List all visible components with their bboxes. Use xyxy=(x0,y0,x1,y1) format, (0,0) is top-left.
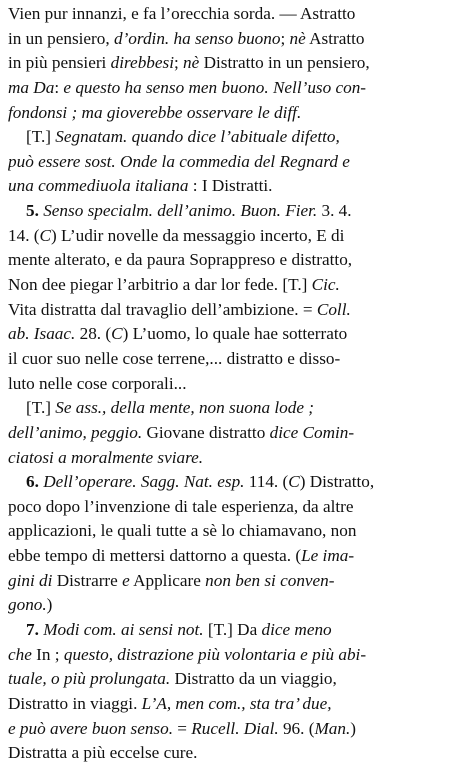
text-run: luto nelle cose corporali... xyxy=(8,373,187,393)
text-run: ) Distratto, xyxy=(299,472,375,492)
italic-run: C xyxy=(288,472,300,492)
text-line xyxy=(8,372,462,397)
text-line xyxy=(8,741,462,766)
text-run: ) xyxy=(46,595,53,615)
italic-run: Segnatam. quando dice l’abituale difetto, xyxy=(55,127,340,147)
text-run: 114. ( xyxy=(244,472,289,492)
italic-run: dice meno xyxy=(261,620,332,640)
text-line xyxy=(8,519,462,544)
text-run: Non dee piegar l’arbitrio a dar lor fede. [T.] xyxy=(8,275,312,295)
text-run: applicazioni, le quali tutte a sè lo chiamavano, non xyxy=(8,521,357,541)
text-line xyxy=(8,618,462,643)
text-line xyxy=(8,593,462,618)
text-line xyxy=(8,51,462,76)
section-number: 7. xyxy=(26,620,44,640)
text-line xyxy=(8,569,462,594)
text-run: poco dopo l’invenzione di tale esperienza, da altre xyxy=(8,496,354,516)
italic-run: C xyxy=(39,225,51,245)
text-line xyxy=(8,27,462,52)
italic-run: fondonsi ; ma gioverebbe osservare le diff. xyxy=(8,102,302,122)
italic-run: Se ass., della mente, non suona lode ; xyxy=(55,398,314,418)
italic-run: tuale, o più prolungata. xyxy=(8,669,171,689)
text-run: ) xyxy=(350,718,357,738)
italic-run: C xyxy=(111,324,123,344)
text-run: ; xyxy=(280,28,290,48)
text-line xyxy=(8,248,462,273)
text-run: il cuor suo nelle cose terrene,... distratto e disso- xyxy=(8,348,341,368)
italic-run: nè xyxy=(289,28,306,48)
text-line xyxy=(8,2,462,27)
italic-run: non ben si conven- xyxy=(205,570,335,590)
text-line xyxy=(8,322,462,347)
text-run: in più pensieri xyxy=(8,53,111,73)
text-line xyxy=(8,224,462,249)
text-run: 3. 4. xyxy=(317,201,352,221)
text-line xyxy=(8,150,462,175)
text-run: 96. ( xyxy=(278,718,315,738)
entry-text xyxy=(8,2,462,766)
text-run: Applicare xyxy=(129,570,206,590)
text-run: [T.] xyxy=(26,127,56,147)
text-run: : I Distratti. xyxy=(188,176,273,196)
italic-run: dell’animo, peggio. xyxy=(8,422,143,442)
text-line xyxy=(8,495,462,520)
italic-run: Modi com. ai sensi not. xyxy=(43,620,204,640)
italic-run: Cic. xyxy=(311,275,340,295)
text-run: [T.] Da xyxy=(203,620,262,640)
text-run: Distrarre xyxy=(52,570,123,590)
italic-run: ma Da xyxy=(8,77,55,97)
italic-run: una commediuola italiana xyxy=(8,176,189,196)
section-number: 5. xyxy=(26,201,44,221)
italic-run: dice Comin- xyxy=(269,422,355,442)
section-number: 6. xyxy=(26,472,44,492)
italic-run: d’ordin. ha senso buono xyxy=(113,28,281,48)
italic-run: gono. xyxy=(8,595,47,615)
text-line xyxy=(8,667,462,692)
italic-run: nè xyxy=(183,53,200,73)
text-run: 14. ( xyxy=(8,225,40,245)
italic-run: Dell’operare. Sagg. Nat. esp. xyxy=(43,472,245,492)
text-run: Vien pur innanzi, e fa l’orecchia sorda. — Astratto xyxy=(8,4,356,23)
italic-run: L’A, men com., sta tra’ due, xyxy=(141,693,332,713)
text-line xyxy=(8,544,462,569)
text-line xyxy=(8,643,462,668)
text-line xyxy=(8,396,462,421)
text-run: mente alterato, e da paura Soprappreso e distratto, xyxy=(8,250,353,270)
text-line xyxy=(8,470,462,495)
text-line xyxy=(8,125,462,150)
text-line xyxy=(8,273,462,298)
italic-run: e questo ha senso men buono. Nell’uso con- xyxy=(63,77,367,97)
italic-run: Man. xyxy=(314,718,351,738)
italic-run: ab. Isaac. xyxy=(8,324,76,344)
italic-run: che xyxy=(8,644,32,664)
text-run: ) L’udir novelle da messaggio incerto, E di xyxy=(50,225,345,245)
text-run: Distratto in viaggi. xyxy=(8,693,142,713)
text-line xyxy=(8,347,462,372)
text-run: Giovane distratto xyxy=(142,422,270,442)
text-run: 28. ( xyxy=(75,324,112,344)
text-line xyxy=(8,101,462,126)
text-run: Distratta a più eccelse cure. xyxy=(8,743,198,763)
text-run: [T.] xyxy=(26,398,56,418)
text-line xyxy=(8,421,462,446)
italic-run: Coll. xyxy=(316,299,351,319)
text-line xyxy=(8,174,462,199)
text-run: : xyxy=(54,77,64,97)
text-line xyxy=(8,76,462,101)
text-line xyxy=(8,199,462,224)
italic-run: Rucell. Dial. xyxy=(191,718,279,738)
text-run: in un pensiero, xyxy=(8,28,114,48)
text-line xyxy=(8,298,462,323)
text-run: Vita distratta dal travaglio dell’ambizione. = xyxy=(8,299,317,319)
italic-run: questo, distrazione più volontaria e più abi- xyxy=(63,644,367,664)
italic-run: Le ima- xyxy=(301,546,355,566)
text-run: ; xyxy=(173,53,184,73)
text-run: = xyxy=(173,718,192,738)
italic-run: può essere sost. Onde la commedia del Regnard e xyxy=(8,151,350,171)
text-line xyxy=(8,692,462,717)
text-run: Distratto da un viaggio, xyxy=(170,669,337,689)
italic-run: e xyxy=(122,570,130,590)
text-run: ) L’uomo, lo quale hae sotterrato xyxy=(122,324,348,344)
text-run: Astratto xyxy=(305,28,365,48)
italic-run: ciatosi a moralmente sviare. xyxy=(8,447,204,467)
text-line xyxy=(8,717,462,742)
italic-run: gini di xyxy=(8,570,53,590)
text-run: Distratto in un pensiero, xyxy=(199,53,370,73)
italic-run: e può avere buon senso. xyxy=(8,718,173,738)
italic-run: direbbesi xyxy=(110,53,174,73)
text-run: ebbe tempo di mettersi dattorno a questa. ( xyxy=(8,546,302,566)
text-line xyxy=(8,446,462,471)
italic-run: Senso specialm. dell’animo. Buon. Fier. xyxy=(43,201,318,221)
text-run: In ; xyxy=(31,644,64,664)
